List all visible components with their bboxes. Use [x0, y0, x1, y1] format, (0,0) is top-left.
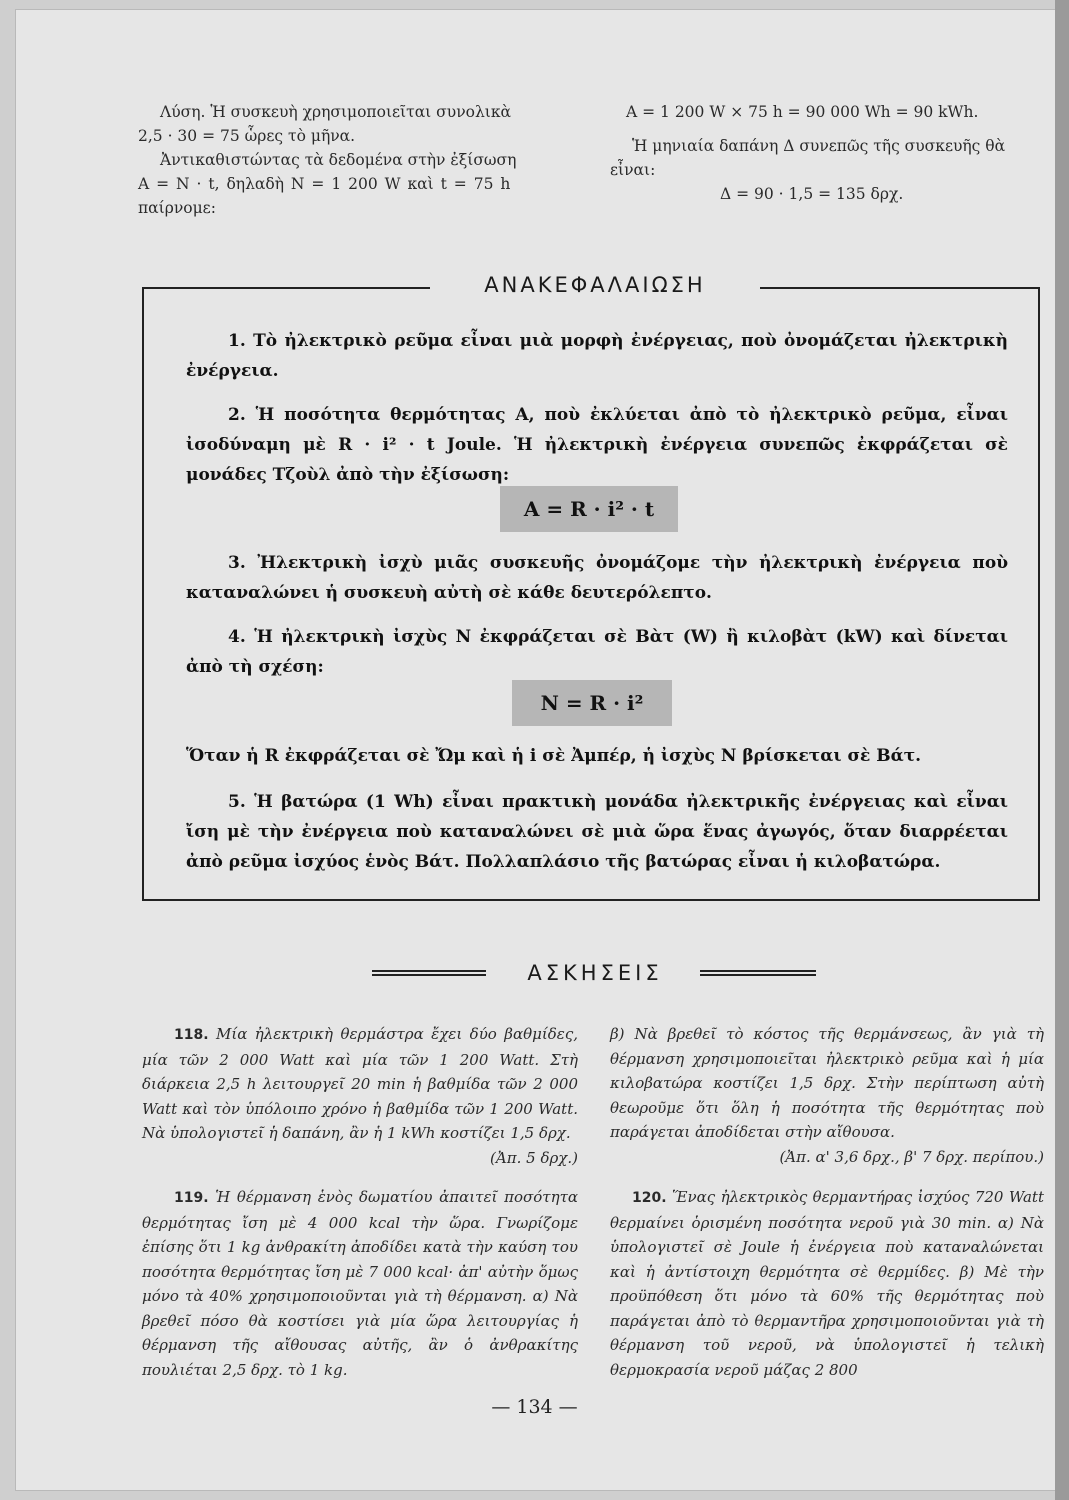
exercises-rule-right [700, 970, 816, 976]
exercise-119 [142, 1185, 578, 1382]
formula-power: N = R · i² [512, 680, 672, 726]
cost-result-text: Δ = 90 · 1,5 = 135 δρχ. [720, 185, 904, 203]
solution-right-column [610, 100, 1042, 206]
solution-left-column [138, 100, 576, 220]
summary-item-5: 5. Ἡ βατώρα (1 Wh) εἶναι πρακτικὴ μονάδα ἠλεκτρικῆς ἐνέργειας καὶ εἶναι ἴση μὲ τὴν ἐνέργεια ποὺ καταναλώνει σὲ μιὰ ὥρα ἕνας ἀγωγός, ὅταν διαρρέεται ἀπὸ ρεῦμα ἰσχύος ἑνὸς Βάτ. Πολλαπλάσιο τῆς βατώρας εἶναι ἡ κιλοβατώρα. [186, 792, 1008, 872]
cost-result [720, 182, 1042, 206]
exercise-text: Ἕνας ἠλεκτρικὸς θερμαντήρας ἰσχύος 720 Watt θερμαίνει ὁρισμένη ποσότητα νεροῦ γιὰ 30 min. α) Νὰ ὑπολογιστεῖ σὲ Joule ἡ ἐνέργεια ποὺ καταναλώνεται καὶ ἡ ἀντίστοιχη θερμότητα σὲ θερμίδες. β) Μὲ τὴν προϋπόθεση ὅτι μόνο τὰ 60% τῆς θερμότητας ποὺ παράγεται ἀπὸ τὸ θερμαντῆρα χρησιμοποιοῦνται γιὰ τὴ θέρμανση τοῦ νεροῦ, νὰ ὑπολογιστεῖ ἡ τελικὴ θερμοκρασία νεροῦ μάζας 2 800 [610, 1188, 1044, 1379]
solution-line: Ἀντικαθιστώντας τὰ δεδομένα στὴν ἐξίσωση [160, 151, 517, 169]
summary-item-4-note: Ὅταν ἡ R ἐκφράζεται σὲ Ὤμ καὶ ἡ i σὲ Ἀμπέρ, ἡ ἰσχὺς N βρίσκεται σὲ Βάτ. [186, 746, 922, 766]
solution-line: Ἡ μηνιαία δαπάνη Δ συνεπῶς τῆς συσκευῆς θὰ [632, 137, 1006, 155]
solution-line: Λύση. Ἡ συσκευὴ χρησιμοποιεῖται συνολικὰ [160, 103, 511, 121]
exercise-number: 120. [632, 1190, 667, 1206]
exercise-number: 119. [174, 1190, 209, 1206]
exercise-119-continued [610, 1022, 1044, 1169]
exercise-text: β) Νὰ βρεθεῖ τὸ κόστος τῆς θερμάνσεως, ἂν γιὰ τὴ θέρμανση χρησιμοποιεῖται ἠλεκτρικὸ ρεῦμα καὶ ἡ μία κιλοβατώρα κοστίζει 1,5 δρχ. Στὴν περίπτωση αὐτὴ θεωροῦμε ὅτι ὅλη ἡ ποσότητα τῆς θερμότητας ποὺ παράγεται ἀποδίδεται στὴν αἴθουσα. [610, 1025, 1044, 1141]
exercises-rule-left [372, 970, 486, 976]
page-number: — 134 — [491, 1396, 578, 1418]
summary-item-4: 4. Ἡ ἠλεκτρικὴ ἰσχὺς N ἐκφράζεται σὲ Βὰτ (W) ἢ κιλοβὰτ (kW) καὶ δίνεται ἀπὸ τὴ σχέση: [186, 627, 1008, 677]
summary-item-1: 1. Τὸ ἠλεκτρικὸ ρεῦμα εἶναι μιὰ μορφὴ ἐνέργειας, ποὺ ὀνομάζεται ἠλεκτρικὴ ἐνέργεια. [186, 331, 1008, 381]
formula-energy: A = R · i² · t [500, 486, 678, 532]
solution-line: εἶναι: [610, 161, 656, 179]
solution-line: 2,5 · 30 = 75 ὧρες τὸ μῆνα. [138, 127, 356, 145]
exercise-answer: (Ἀπ. 5 δρχ.) [490, 1148, 578, 1167]
summary-item-2: 2. Ἡ ποσότητα θερμότητας A, ποὺ ἐκλύεται ἀπὸ τὸ ἠλεκτρικὸ ρεῦμα, εἶναι ἰσοδύναμη μὲ R · i² · t Joule. Ἡ ἠλεκτρικὴ ἐνέργεια συνεπῶς ἐκφράζεται σὲ μονάδες Τζοὺλ ἀπὸ τὴν ἐξίσωση: [186, 405, 1008, 485]
exercise-120 [610, 1185, 1044, 1382]
solution-line: παίρνομε: [138, 199, 216, 217]
exercise-number: 118. [174, 1027, 209, 1043]
exercise-text: Μία ἠλεκτρικὴ θερμάστρα ἔχει δύο βαθμίδες, μία τῶν 2 000 Watt καὶ μία τῶν 1 200 Watt. Στὴ διάρκεια 2,5 h λειτουργεῖ 20 min ἡ βαθμίδα τῶν 2 000 Watt καὶ τὸν ὑπόλοιπο χρόνο ἡ βαθμίδα τῶν 1 200 Watt. Νὰ ὑπολογιστεῖ ἡ δαπάνη, ἂν ἡ 1 kWh κοστίζει 1,5 δρχ. [142, 1025, 578, 1142]
solution-line: A = N · t, δηλαδὴ N = 1 200 W καὶ t = 75 h [138, 175, 511, 193]
facing-page-edge [1055, 0, 1069, 1500]
energy-formula: A = 1 200 W × 75 h = 90 000 Wh = 90 kWh. [626, 103, 979, 121]
exercise-text: Ἡ θέρμανση ἑνὸς δωματίου ἀπαιτεῖ ποσότητα θερμότητας ἴση μὲ 4 000 kcal τὴν ὥρα. Γνωρίζομε ἐπίσης ὅτι 1 kg ἀνθρακίτη ἀποδίδει κατὰ τὴν καύση του ποσότητα θερμότητας ἴση μὲ 7 000 kcal· ἀπ' αὐτὴν ὅμως μόνο τὰ 40% χρησιμοποιοῦνται γιὰ τὴ θέρμανση. α) Νὰ βρεθεῖ πόσο θὰ κοστίσει γιὰ μία ὥρα λειτουργίας ἡ θέρμανση τῆς αἴθουσας αὐτῆς, ἂν ὁ ἀνθρακίτης πουλιέται 2,5 δρχ. τὸ 1 kg. [142, 1188, 578, 1379]
summary-title: ΑΝΑΚΕΦΑΛΑΙΩΣΗ [430, 270, 760, 300]
summary-item-3: 3. Ἠλεκτρικὴ ἰσχὺ μιᾶς συσκευῆς ὀνομάζομε τὴν ἠλεκτρικὴ ἐνέργεια ποὺ καταναλώνει ἡ συσκευὴ αὐτὴ σὲ κάθε δευτερόλεπτο. [186, 553, 1008, 603]
exercises-title: ΑΣΚΗΣΕΙΣ [527, 961, 663, 985]
exercise-118 [142, 1022, 578, 1170]
exercise-answer: (Ἀπ. α' 3,6 δρχ., β' 7 δρχ. περίπου.) [779, 1147, 1044, 1166]
